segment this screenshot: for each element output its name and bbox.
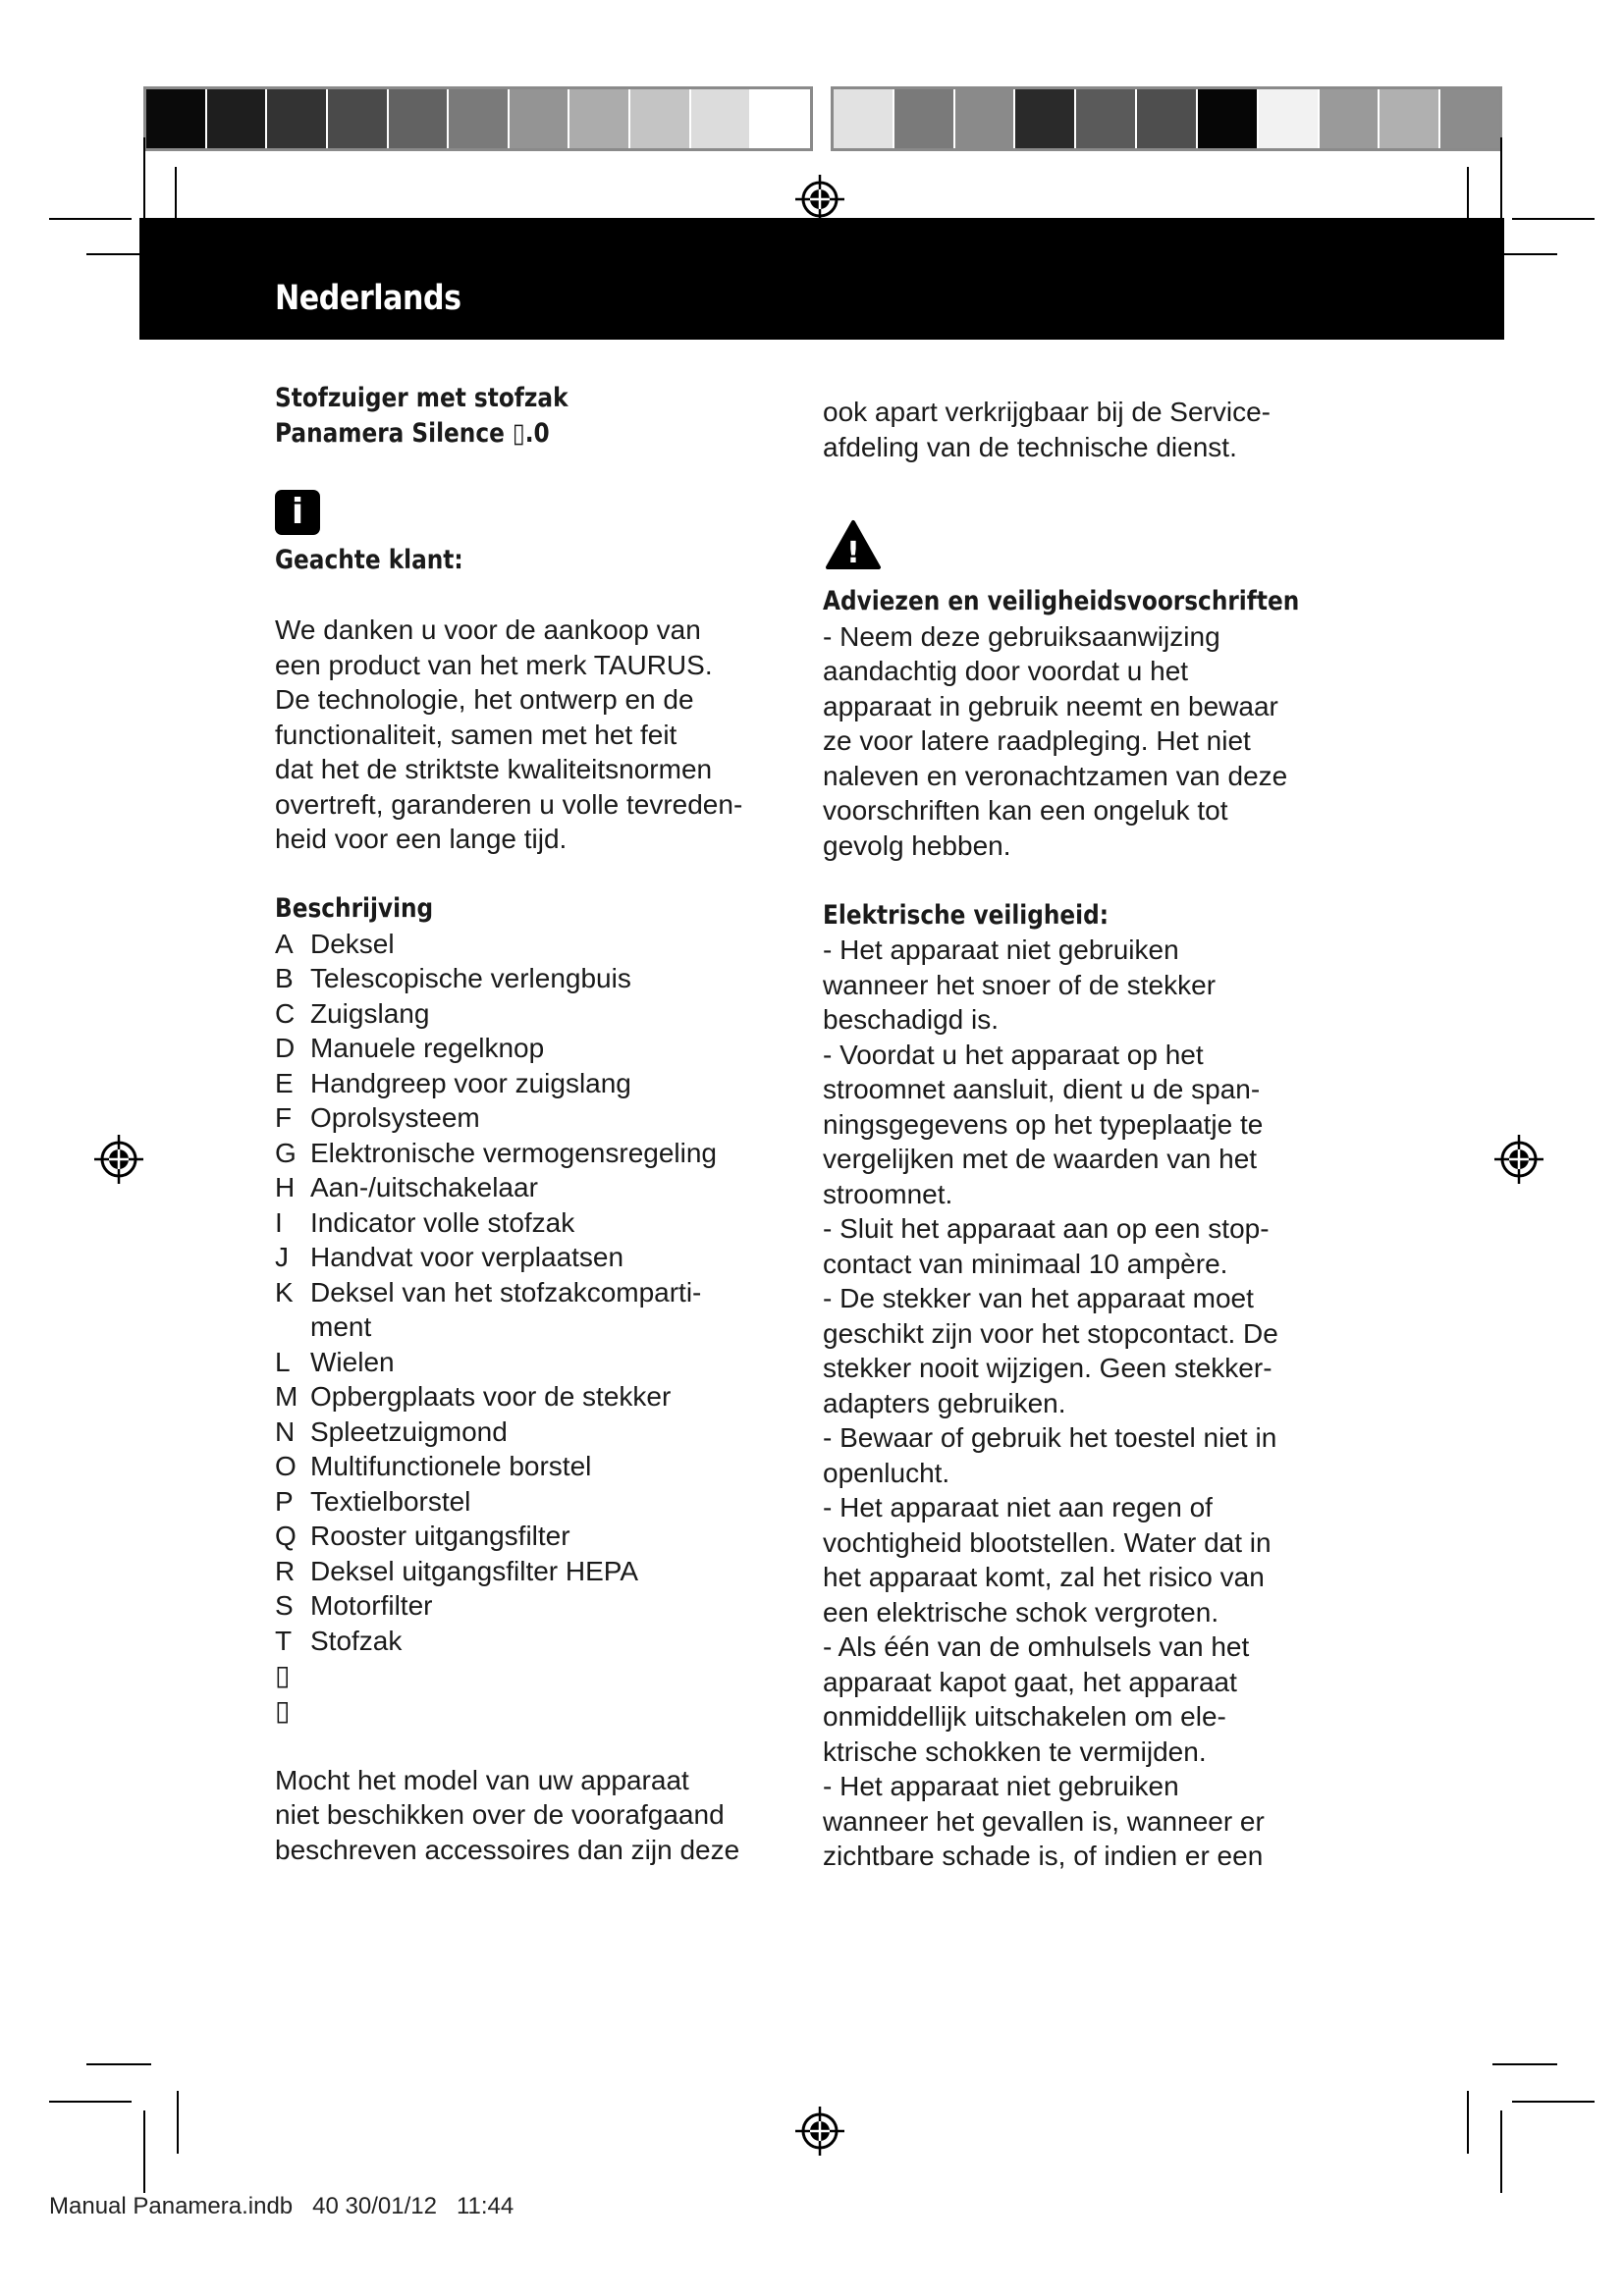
- part-letter: N: [275, 1415, 296, 1447]
- text-line: gevolg hebben.: [823, 829, 1011, 861]
- right-column: [823, 395, 1333, 1874]
- color-swatch: [267, 89, 328, 148]
- text-line: - Het apparaat niet gebruiken: [823, 1771, 1179, 1801]
- part-item: [275, 1658, 785, 1693]
- part-item: [275, 1484, 785, 1520]
- part-letter: S: [275, 1590, 294, 1621]
- color-swatch: [569, 89, 630, 148]
- text-line: zichtbare schade is, of indien er een: [823, 1841, 1264, 1871]
- color-swatch: [894, 89, 955, 148]
- print-slug: Manual Panamera.indb 40 30/01/12 11:44: [49, 2193, 514, 2219]
- color-swatch: [630, 89, 691, 148]
- product-title-line1: Stofzuiger met stofzak: [275, 383, 568, 413]
- color-swatch: [1380, 89, 1440, 148]
- part-item: [275, 1136, 785, 1171]
- part-letter: E: [275, 1067, 294, 1098]
- text-line: - Voordat u het apparaat op het: [823, 1039, 1204, 1070]
- info-icon: i: [275, 490, 320, 535]
- text-line: openlucht.: [823, 1457, 950, 1488]
- registration-mark-right: [1492, 1133, 1545, 1186]
- part-item: [275, 1554, 785, 1589]
- color-swatch: [955, 89, 1016, 148]
- part-item: [275, 1693, 785, 1729]
- part-label: Zuigslang: [310, 997, 430, 1029]
- text-line: aandachtig door voordat u het: [823, 656, 1189, 686]
- part-letter: K: [275, 1276, 294, 1308]
- part-item: [275, 1205, 785, 1241]
- text-line: wanneer het snoer of de stekker: [823, 969, 1217, 1000]
- color-swatch: [1440, 89, 1499, 148]
- part-item: [275, 1415, 785, 1450]
- part-label: Rooster uitgangsfilter: [310, 1521, 570, 1551]
- text-line: het apparaat komt, zal het risico van: [823, 1562, 1265, 1592]
- text-line: vochtigheid blootstellen. Water dat in: [823, 1526, 1272, 1558]
- part-item: [275, 1345, 785, 1380]
- text-line: stekker nooit wijzigen. Geen stekker-: [823, 1353, 1272, 1383]
- text-line: vergelijken met de waarden van het: [823, 1144, 1258, 1174]
- part-letter: ▯: [275, 1694, 291, 1726]
- text-line: - De stekker van het apparaat moet: [823, 1283, 1254, 1313]
- part-item: [275, 1309, 785, 1345]
- part-item: [275, 1624, 785, 1659]
- part-item: [275, 1379, 785, 1415]
- text-line: - Sluit het apparaat aan op een stop-: [823, 1213, 1270, 1244]
- language-header: [139, 218, 1504, 340]
- part-letter: G: [275, 1137, 297, 1168]
- text-line: ze voor latere raadpleging. Het niet: [823, 725, 1251, 756]
- calibration-bar-left: [143, 86, 813, 151]
- part-label: Deksel: [310, 928, 395, 959]
- color-swatch: [449, 89, 510, 148]
- part-letter: M: [275, 1381, 298, 1412]
- color-swatch: [1137, 89, 1198, 148]
- part-item: [275, 961, 785, 996]
- text-line: - Neem deze gebruiksaanwijzing: [823, 620, 1220, 652]
- registration-mark-left: [92, 1133, 145, 1186]
- text-line: apparaat in gebruik neemt en bewaar: [823, 690, 1278, 721]
- part-label: Multifunctionele borstel: [310, 1451, 592, 1481]
- calibration-bar-right: [831, 86, 1502, 151]
- product-title-line2: Panamera Silence ▯.0: [275, 417, 550, 449]
- part-item: [275, 1170, 785, 1205]
- text-line: - Het apparaat niet gebruiken: [823, 934, 1179, 965]
- text-line: - Als één van de omhulsels van het: [823, 1631, 1250, 1662]
- part-item: [275, 1240, 785, 1275]
- part-item: [275, 1066, 785, 1101]
- part-letter: P: [275, 1485, 294, 1517]
- part-item: [275, 927, 785, 962]
- color-swatch: [510, 89, 570, 148]
- part-label: Wielen: [310, 1346, 395, 1377]
- part-letter: O: [275, 1451, 297, 1481]
- text-line: stroomnet aansluit, dient u de span-: [823, 1074, 1261, 1104]
- part-letter: I: [275, 1206, 283, 1238]
- text-line: onmiddellijk uitschakelen om ele-: [823, 1701, 1226, 1732]
- continuation-paragraph: ook apart verkrijgbaar bij de Service- afdeling van de technische dienst.: [823, 397, 1271, 462]
- part-label: Textielborstel: [310, 1485, 471, 1517]
- part-letter: L: [275, 1346, 291, 1377]
- text-line: een elektrische schok vergroten.: [823, 1596, 1219, 1628]
- part-label: Aan-/uitschakelaar: [310, 1172, 538, 1202]
- text-line: naleven en veronachtzamen van deze: [823, 760, 1288, 791]
- text-line: wanneer het gevallen is, wanneer er: [823, 1805, 1265, 1837]
- color-swatch: [1015, 89, 1076, 148]
- part-label: Oprolsysteem: [310, 1102, 480, 1133]
- part-letter: D: [275, 1033, 296, 1063]
- color-swatch: [146, 89, 207, 148]
- part-item: [275, 996, 785, 1032]
- part-label: ment: [310, 1311, 372, 1342]
- part-letter: R: [275, 1555, 296, 1586]
- part-label: Handvat voor verplaatsen: [310, 1242, 624, 1272]
- color-swatch: [1320, 89, 1380, 148]
- text-line: geschikt zijn voor het stopcontact. De: [823, 1317, 1278, 1349]
- color-swatch: [834, 89, 894, 148]
- part-item: [275, 1100, 785, 1136]
- text-line: stroomnet.: [823, 1178, 953, 1209]
- color-swatch: [691, 89, 752, 148]
- color-swatch: [751, 89, 810, 148]
- part-label: Elektronische vermogensregeling: [310, 1137, 717, 1168]
- left-column: [275, 381, 785, 1867]
- intro-paragraph: We danken u voor de aankoop van een product van het merk TAURUS. De technologie, het ontwerp en de functionaliteit, samen met het feit dat het de striktste kwaliteitsnormen overtreft, garanderen u volle tevreden- heid voor een lange tijd.: [275, 614, 743, 854]
- text-line: - Het apparaat niet aan regen of: [823, 1492, 1213, 1522]
- text-line: contact van minimaal 10 ampère.: [823, 1248, 1228, 1279]
- part-letter: T: [275, 1625, 293, 1656]
- part-label: Manuele regelknop: [310, 1033, 545, 1063]
- part-letter: ▯: [275, 1660, 291, 1690]
- part-letter: A: [275, 928, 294, 959]
- language-title: Nederlands: [275, 279, 461, 318]
- part-label: Spleetzuigmond: [310, 1415, 508, 1447]
- part-letter: Q: [275, 1521, 297, 1551]
- description-heading: Beschrijving: [275, 893, 434, 924]
- part-label: Telescopische verlengbuis: [310, 963, 631, 993]
- electrical-safety-heading: Elektrische veiligheid:: [823, 899, 1110, 931]
- text-line: ktrische schokken te vermijden.: [823, 1735, 1207, 1767]
- color-swatch: [207, 89, 268, 148]
- text-line: beschadigd is.: [823, 1004, 1000, 1035]
- color-swatch: [389, 89, 450, 148]
- part-item: [275, 1588, 785, 1624]
- part-item: [275, 1275, 785, 1310]
- color-swatch: [1076, 89, 1137, 148]
- greeting-heading: Geachte klant:: [275, 545, 463, 575]
- advice-paragraph: [823, 619, 1333, 864]
- part-letter: B: [275, 963, 294, 993]
- parts-list: [275, 927, 785, 1729]
- part-letter: C: [275, 997, 296, 1029]
- svg-text:!: !: [846, 536, 860, 570]
- color-swatch: [328, 89, 389, 148]
- part-item: [275, 1031, 785, 1066]
- accessories-paragraph: Mocht het model van uw apparaat niet beschikken over de voorafgaand beschreven accessoires dan zijn deze: [275, 1764, 740, 1865]
- color-swatch: [1259, 89, 1320, 148]
- part-label: Handgreep voor zuigslang: [310, 1067, 631, 1098]
- part-label: Deksel uitgangsfilter HEPA: [310, 1555, 639, 1586]
- text-line: - Bewaar of gebruik het toestel niet in: [823, 1422, 1277, 1453]
- part-label: Motorfilter: [310, 1590, 433, 1621]
- part-letter: H: [275, 1172, 296, 1202]
- part-label: Deksel van het stofzakcomparti-: [310, 1276, 702, 1308]
- color-swatch: [1198, 89, 1259, 148]
- electrical-safety-paragraph: [823, 933, 1333, 1874]
- registration-mark-bottom: [793, 2105, 846, 2158]
- part-item: [275, 1449, 785, 1484]
- text-line: adapters gebruiken.: [823, 1387, 1066, 1418]
- warning-icon: [825, 519, 882, 570]
- part-label: Opbergplaats voor de stekker: [310, 1381, 672, 1412]
- part-label: Stofzak: [310, 1625, 403, 1656]
- text-line: voorschriften kan een ongeluk tot: [823, 795, 1228, 826]
- part-label: Indicator volle stofzak: [310, 1206, 575, 1238]
- text-line: apparaat kapot gaat, het apparaat: [823, 1666, 1237, 1697]
- part-item: [275, 1519, 785, 1554]
- part-letter: J: [275, 1242, 289, 1272]
- part-letter: F: [275, 1102, 293, 1133]
- text-line: ningsgegevens op het typeplaatje te: [823, 1108, 1264, 1140]
- advice-heading: Adviezen en veiligheidsvoorschriften: [823, 586, 1300, 616]
